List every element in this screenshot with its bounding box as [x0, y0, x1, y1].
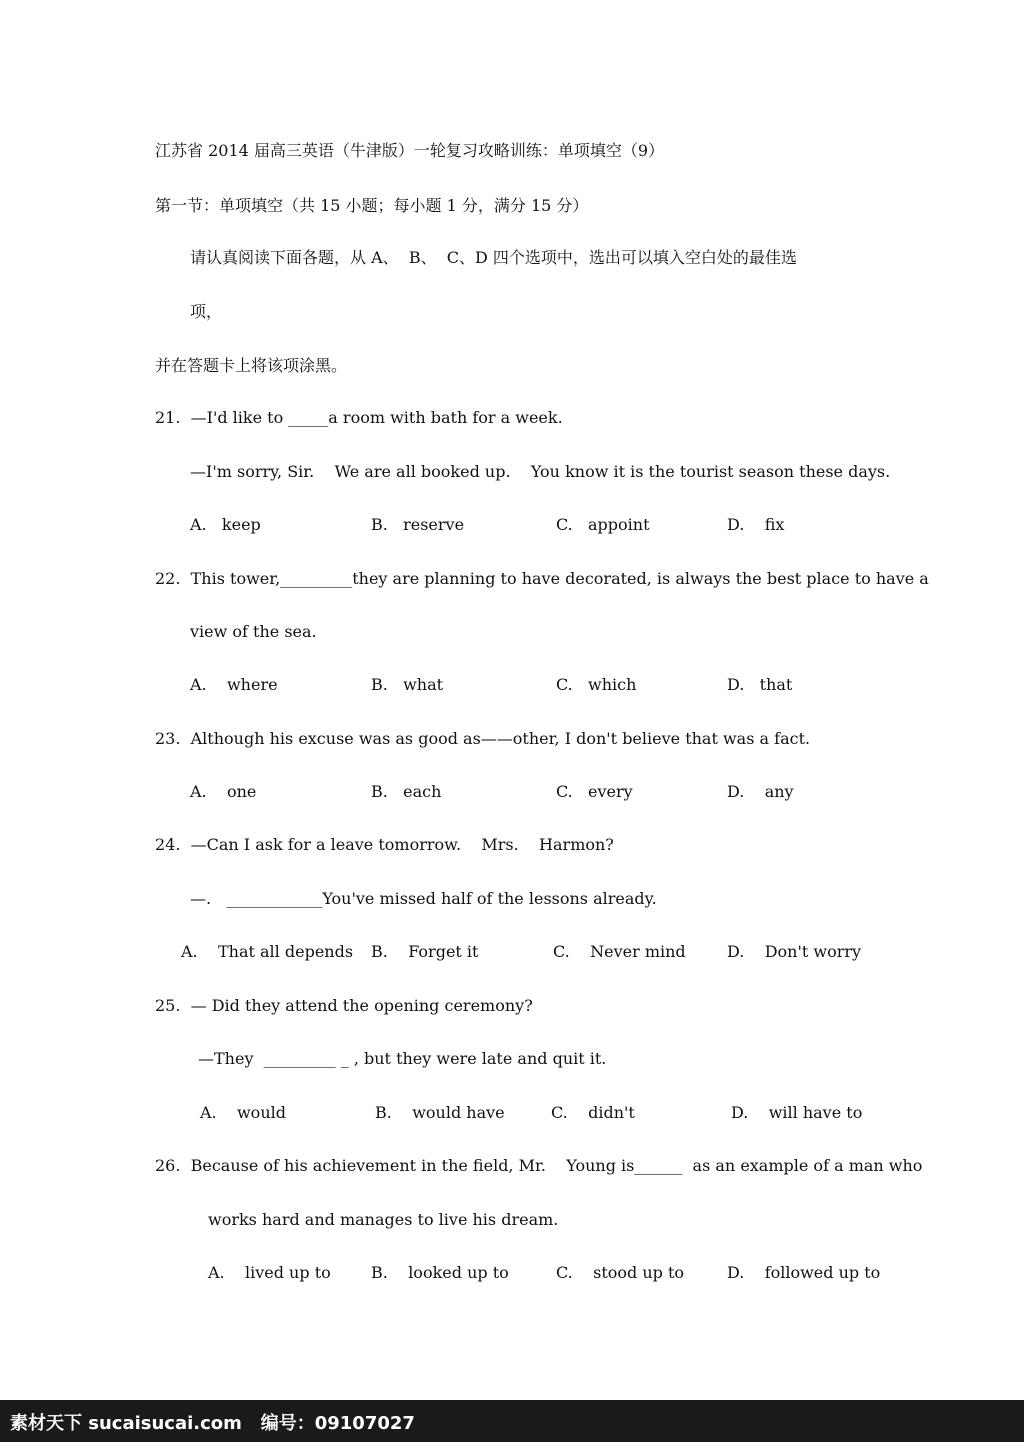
question-23-option-a: A. one — [190, 782, 257, 801]
question-24-option-c: C. Never mind — [553, 942, 686, 961]
watermark-bar — [0, 1400, 1024, 1442]
question-21-option-a: A. keep — [190, 515, 261, 534]
watermark-text: 素材天下 sucaisucai.com 编号：09107027 — [10, 1413, 415, 1434]
question-22-option-c: C. which — [556, 675, 637, 694]
question-25-reply: —They _________ _ , but they were late and quit it. — [198, 1049, 607, 1068]
question-24-option-b: B. Forget it — [371, 942, 479, 961]
question-22-option-d: D. that — [727, 675, 793, 694]
question-22-option-a: A. where — [190, 675, 278, 694]
question-21-option-d: D. fix — [727, 515, 785, 534]
question-22-option-b: B. what — [371, 675, 444, 694]
question-23-stem: 23. Although his excuse was as good as——other, I don't believe that was a fact. — [155, 729, 811, 748]
question-23-option-c: C. every — [556, 782, 633, 801]
question-23-option-b: B. each — [371, 782, 442, 801]
question-26-stem: 26. Because of his achievement in the field, Mr. Young is______ as an example of a man who — [155, 1156, 923, 1175]
question-26-option-a: A. lived up to — [208, 1263, 331, 1282]
instruction-line-1: 请认真阅读下面各题，从 A、 B、 C、D 四个选项中，选出可以填入空白处的最佳选 — [190, 248, 797, 267]
question-24-option-a: A. That all depends — [181, 942, 354, 961]
question-25-option-a: A. would — [200, 1103, 286, 1122]
instruction-line-3: 并在答题卡上将该项涂黑。 — [155, 356, 348, 375]
question-21-option-c: C. appoint — [556, 515, 650, 534]
question-24-option-d: D. Don't worry — [727, 942, 862, 961]
question-26-option-b: B. looked up to — [371, 1263, 509, 1282]
section-title: 第一节：单项填空（共 15 小题；每小题 1 分，满分 15 分） — [155, 196, 589, 215]
instruction-line-2: 项， — [190, 302, 223, 321]
question-24-stem: 24. —Can I ask for a leave tomorrow. Mrs. Harmon? — [155, 835, 614, 854]
question-22-stem: 22. This tower,_________they are planning to have decorated, is always the best place to have a — [155, 569, 929, 588]
question-25-option-b: B. would have — [375, 1103, 505, 1122]
question-25-option-c: C. didn't — [551, 1103, 635, 1122]
question-21-reply: —I'm sorry, Sir. We are all booked up. You know it is the tourist season these days. — [190, 462, 891, 481]
question-25-stem: 25. — Did they attend the opening ceremony? — [155, 996, 533, 1015]
question-25-option-d: D. will have to — [731, 1103, 863, 1122]
question-24-reply: —. ____________You've missed half of the lessons already. — [190, 889, 657, 908]
page-title: 江苏省 2014 届高三英语（牛津版）一轮复习攻略训练：单项填空（9） — [155, 141, 665, 160]
question-23-option-d: D. any — [727, 782, 794, 801]
question-21-option-b: B. reserve — [371, 515, 465, 534]
question-26-stem-cont: works hard and manages to live his dream. — [208, 1210, 559, 1229]
question-22-stem-cont: view of the sea. — [190, 622, 317, 641]
question-26-option-c: C. stood up to — [556, 1263, 685, 1282]
question-21-stem: 21. —I'd like to _____a room with bath for a week. — [155, 408, 563, 427]
question-26-option-d: D. followed up to — [727, 1263, 881, 1282]
